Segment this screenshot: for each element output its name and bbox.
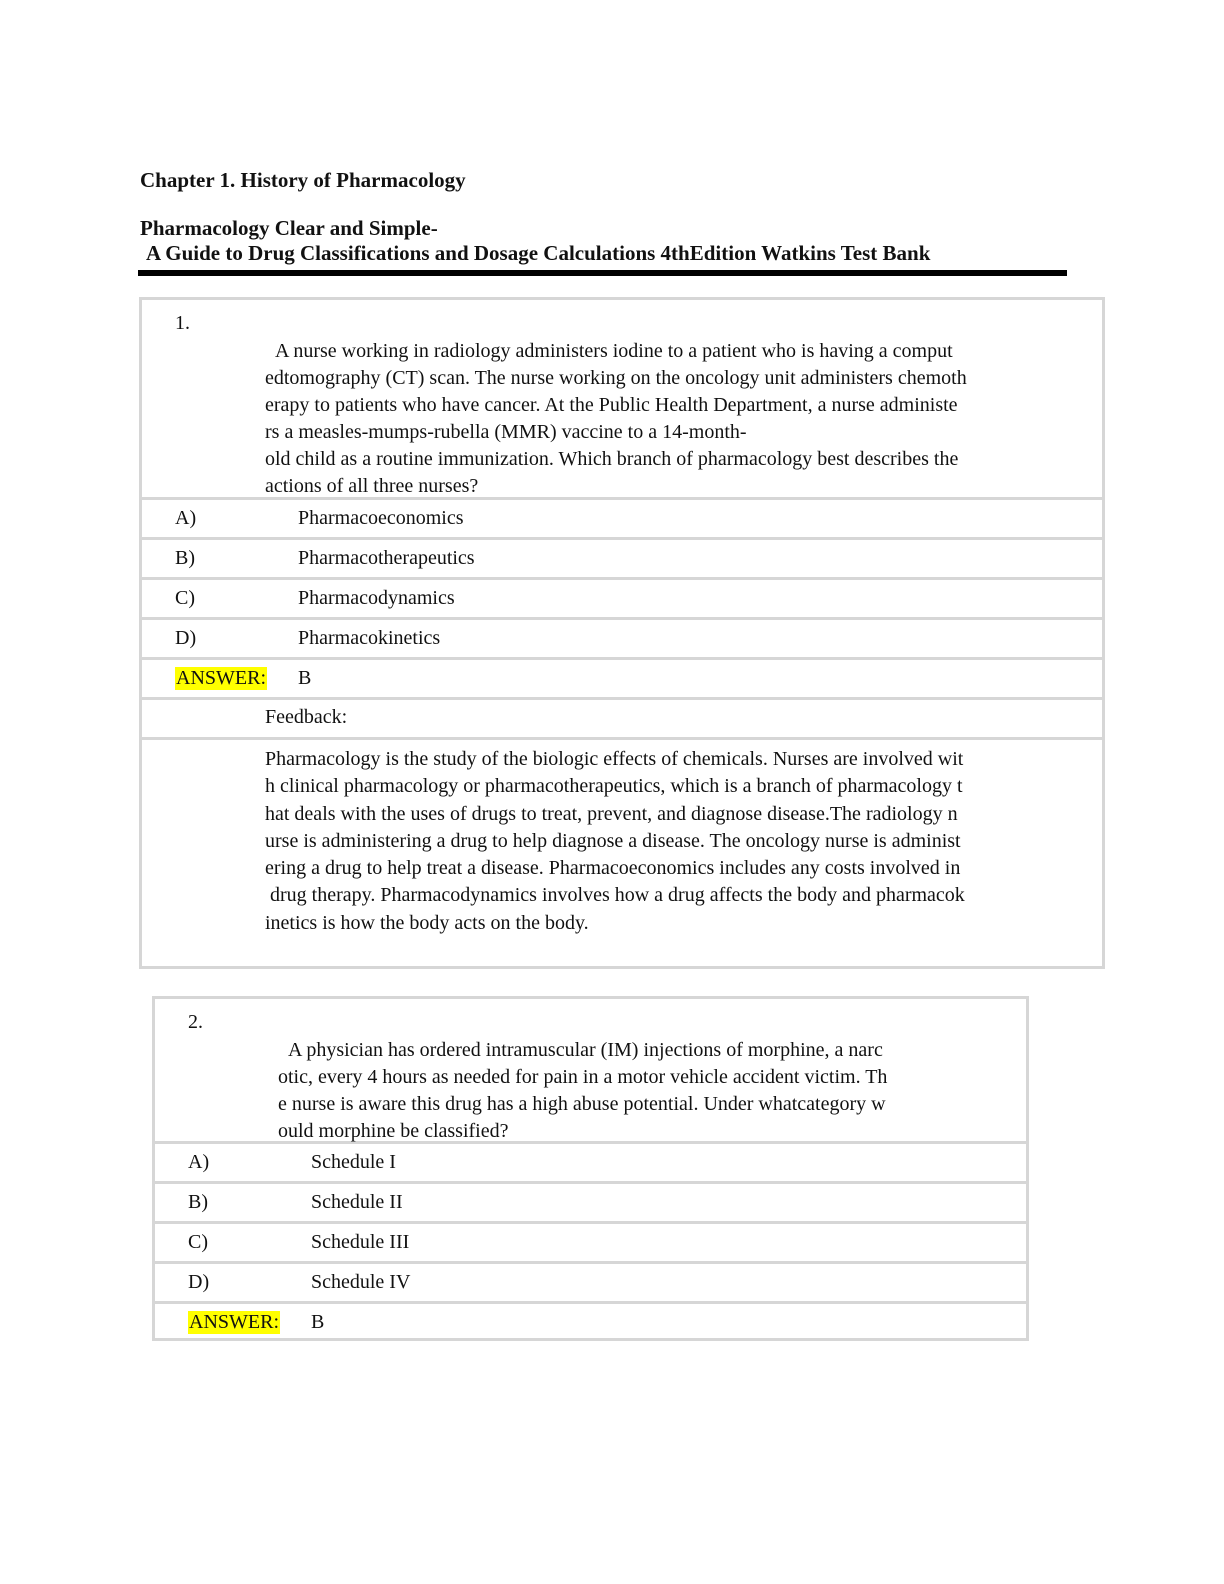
book-title-line1: Pharmacology Clear and Simple- [140, 216, 438, 240]
option-row-a[interactable] [142, 500, 1102, 540]
question-number: 1. [175, 312, 190, 334]
question-card-2 [152, 996, 1029, 1341]
option-row-b[interactable] [142, 540, 1102, 580]
option-text: Schedule IV [311, 1271, 411, 1293]
feedback-text: Pharmacology is the study of the biologic effects of chemicals. Nurses are involved wit h clinical pharmacology or pharmacotherapeutics, which is a branch of pharmacology t hat deals with the uses of drugs to treat, prevent, and diagnose disease.The radiology n urse is administering a drug to help diagnose a disease. The oncology nurse is administ ering a drug to help treat a disease. Pharmacoeconomics includes any costs involved in drug therapy. Pharmacodynamics involves how a drug affects the body and pharmacok inetics is how the body acts on the body. [265, 748, 965, 934]
question-stem: A physician has ordered intramuscular (IM) injections of morphine, a narc otic, every 4 hours as needed for pain in a motor vehicle accident victim. Th e nurse is aware this drug has a high abuse potential. Under whatcategory w ould morphine be classified? [278, 1039, 888, 1142]
question-stem: A nurse working in radiology administers iodine to a patient who is having a comput edtomography (CT) scan. The nurse working on the oncology unit administers chemoth erapy to patients who have cancer. At the Public Health Department, a nurse administe rs a measles-mumps-rubella (MMR) vaccine to a 14-month- old child as a routine immunization. Which branch of pharmacology best describes the actions of all three nurses? [265, 340, 967, 497]
option-letter: D) [188, 1271, 210, 1293]
option-text: Schedule III [311, 1231, 410, 1253]
answer-label: ANSWER: [176, 667, 266, 689]
book-title-line2: A Guide to Drug Classifications and Dosage Calculations 4thEdition Watkins Test Bank [146, 241, 931, 265]
answer-row [142, 660, 1102, 700]
feedback-row [142, 740, 1102, 966]
option-letter: C) [188, 1231, 208, 1253]
option-row-c[interactable] [155, 1224, 1026, 1264]
question-number: 2. [188, 1011, 203, 1033]
option-row-c[interactable] [142, 580, 1102, 620]
option-letter: A) [175, 507, 197, 529]
feedback-label: Feedback: [265, 706, 348, 728]
option-text: Pharmacodynamics [298, 587, 455, 609]
feedback-label-row [142, 700, 1102, 740]
option-letter: D) [175, 627, 197, 649]
answer-value: B [298, 667, 312, 689]
question-stem-row [142, 300, 1102, 500]
title-divider [138, 270, 1067, 276]
answer-row [155, 1304, 1026, 1341]
option-text: Schedule I [311, 1151, 396, 1173]
option-row-d[interactable] [155, 1264, 1026, 1304]
option-letter: B) [175, 547, 195, 569]
book-title [140, 216, 930, 266]
option-row-a[interactable] [155, 1144, 1026, 1184]
option-row-b[interactable] [155, 1184, 1026, 1224]
option-letter: B) [188, 1191, 208, 1213]
answer-value: B [311, 1311, 325, 1333]
option-text: Schedule II [311, 1191, 403, 1213]
question-card-1 [139, 297, 1105, 969]
question-stem-row [155, 999, 1026, 1144]
option-text: Pharmacokinetics [298, 627, 441, 649]
chapter-title: Chapter 1. History of Pharmacology [140, 168, 466, 192]
option-letter: A) [188, 1151, 210, 1173]
answer-label: ANSWER: [189, 1311, 279, 1333]
option-text: Pharmacoeconomics [298, 507, 464, 529]
option-row-d[interactable] [142, 620, 1102, 660]
option-letter: C) [175, 587, 195, 609]
option-text: Pharmacotherapeutics [298, 547, 475, 569]
